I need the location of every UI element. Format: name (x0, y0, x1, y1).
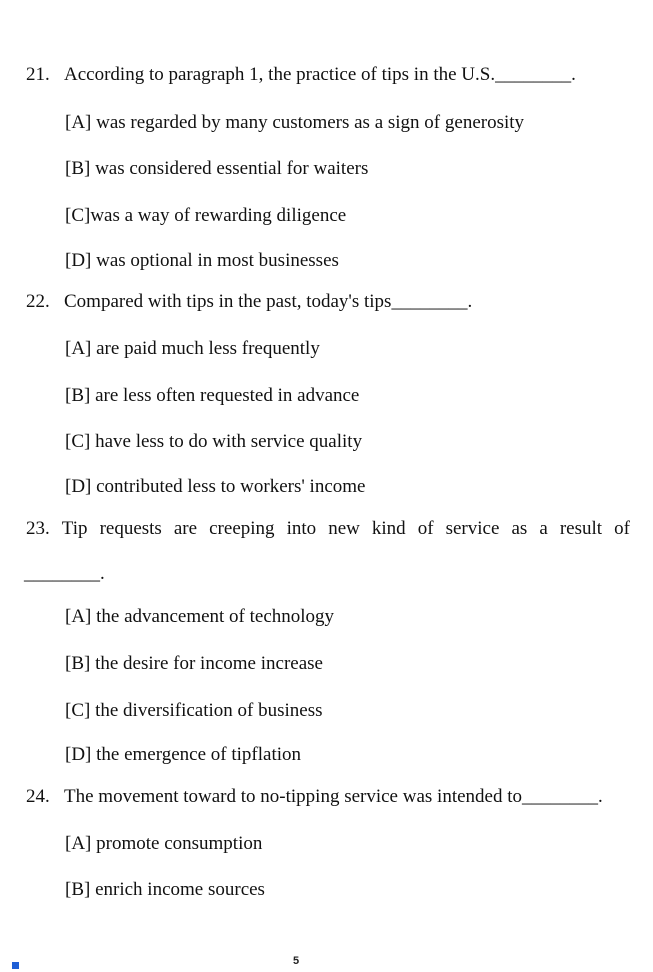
option-21-a: [A] was regarded by many customers as a sign of generosity (65, 112, 525, 133)
question-number: 23. (26, 518, 50, 539)
question-number: 21. (26, 64, 50, 85)
question-stem: The movement toward to no-tipping service was intended to________. (64, 786, 603, 807)
page-number: 5 (293, 955, 300, 967)
option-21-c: [C]was a way of rewarding diligence (65, 205, 347, 226)
option-23-c: [C] the diversification of business (65, 700, 323, 721)
corner-marker (12, 962, 19, 969)
stem-word: are (173, 518, 198, 539)
stem-word: of (417, 518, 434, 539)
stem-word: kind (371, 518, 406, 539)
question-21 (26, 63, 576, 87)
option-24-b: [B] enrich income sources (65, 879, 265, 900)
option-21-b: [B] was considered essential for waiters (65, 158, 369, 179)
question-22 (26, 290, 472, 314)
question-23-blank: ________. (24, 563, 105, 584)
option-24-a: [A] promote consumption (65, 833, 263, 854)
stem-word: a (539, 518, 548, 539)
question-stem: According to paragraph 1, the practice of tips in the U.S.________. (64, 64, 576, 85)
question-number: 22. (26, 291, 50, 312)
stem-word: service (445, 518, 500, 539)
stem-word: creeping (209, 518, 275, 539)
question-stem: Compared with tips in the past, today's tips________. (64, 291, 473, 312)
question-number: 24. (26, 786, 50, 807)
option-22-d: [D] contributed less to workers' income (65, 476, 366, 497)
stem-word: as (511, 518, 528, 539)
option-22-c: [C] have less to do with service quality (65, 431, 363, 452)
stem-word: into (286, 518, 317, 539)
option-23-a: [A] the advancement of technology (65, 606, 335, 627)
question-24 (26, 785, 603, 809)
stem-word: requests (99, 518, 162, 539)
question-23 (26, 517, 630, 541)
option-22-b: [B] are less often requested in advance (65, 385, 360, 406)
stem-word: result (559, 518, 603, 539)
option-23-b: [B] the desire for income increase (65, 653, 323, 674)
option-23-d: [D] the emergence of tipflation (65, 744, 301, 765)
option-22-a: [A] are paid much less frequently (65, 338, 320, 359)
option-21-d: [D] was optional in most businesses (65, 250, 339, 271)
stem-word: of (614, 518, 630, 539)
stem-word: Tip (61, 518, 88, 539)
stem-word: new (328, 518, 360, 539)
